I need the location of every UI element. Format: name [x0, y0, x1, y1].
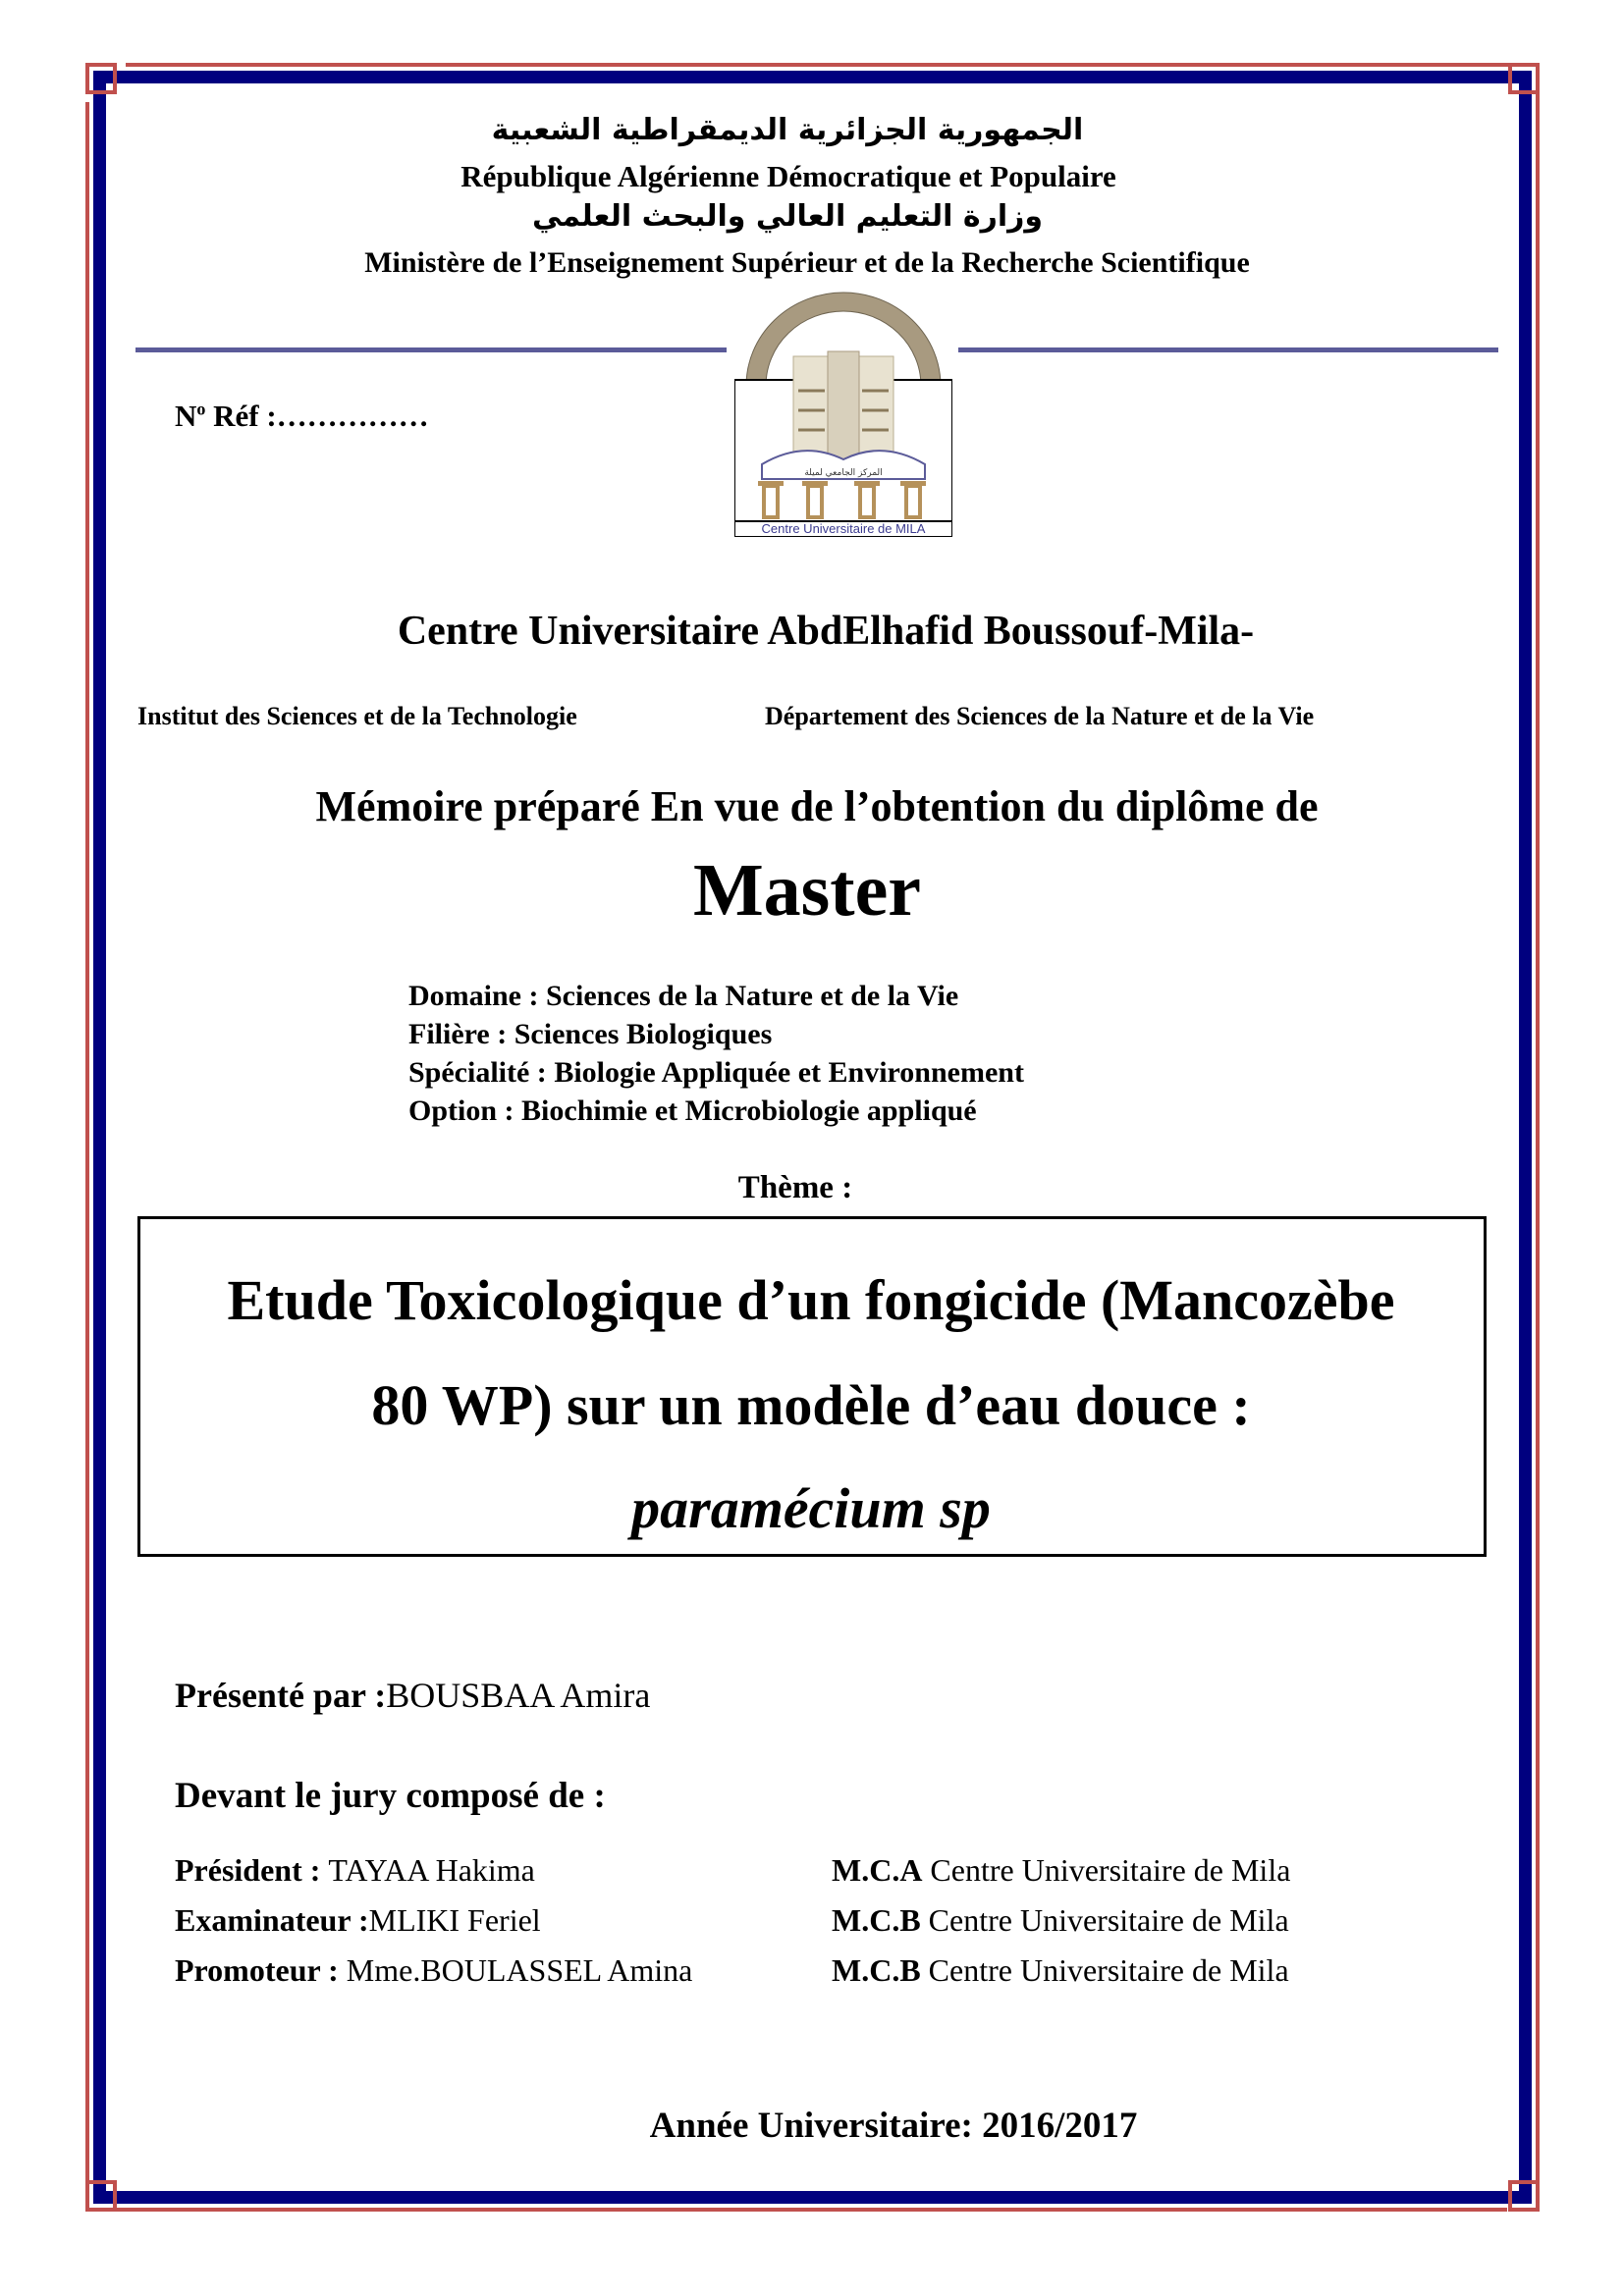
theme-title-line3: paramécium sp	[631, 1476, 991, 1540]
corner-ornament	[1508, 63, 1540, 94]
corner-ornament	[85, 63, 117, 94]
jury-member-role: Président : TAYAA Hakima	[175, 1852, 535, 1888]
detail-option: Option : Biochimie et Microbiologie appliqué	[408, 1095, 977, 1127]
theme-label: Thème :	[737, 1170, 853, 1205]
academic-year: Année Universitaire: 2016/2017	[649, 2106, 1138, 2146]
logo-caption: Centre Universitaire de MILA	[761, 521, 926, 536]
detail-specialty: Spécialité : Biologie Appliquée et Environnement	[408, 1056, 1024, 1089]
institution-name: Centre Universitaire AbdElhafid Boussouf-Mila-	[397, 609, 1255, 654]
jury-member-affiliation: M.C.B Centre Universitaire de Mila	[832, 1902, 1289, 1938]
jury-member-affiliation: M.C.B Centre Universitaire de Mila	[832, 1952, 1289, 1988]
arabic-ministry: وزارة التعليم العالي والبحث العلمي	[531, 199, 1044, 234]
department-name: Département des Sciences de la Nature et de la Vie	[765, 702, 1315, 730]
institute-name: Institut des Sciences et de la Technologie	[137, 702, 577, 730]
jury-member-role: Examinateur :MLIKI Feriel	[175, 1902, 541, 1938]
theme-title-line2: 80 WP) sur un modèle d’eau douce :	[371, 1373, 1251, 1437]
logo-graphic	[734, 278, 952, 537]
university-logo	[734, 278, 952, 537]
degree-intro: Mémoire préparé En vue de l’obtention du diplôme de	[315, 782, 1319, 830]
divider-right	[958, 347, 1498, 352]
jury-member-role: Promoteur : Mme.BOULASSEL Amina	[175, 1952, 693, 1988]
arabic-republic: الجمهورية الجزائرية الديمقراطية الشعبية	[491, 113, 1084, 147]
ministry-title: Ministère de l’Enseignement Supérieur et de la Recherche Scientifique	[364, 246, 1250, 279]
jury-heading: Devant le jury composé de :	[175, 1776, 606, 1816]
detail-field: Filière : Sciences Biologiques	[408, 1018, 773, 1050]
corner-ornament	[85, 2180, 117, 2212]
logo-arabic: المركز الجامعي لميلة	[804, 468, 883, 478]
corner-ornament	[1508, 2180, 1540, 2212]
republic-title: République Algérienne Démocratique et Populaire	[460, 159, 1116, 193]
reference-number: $N^o$ Réf :……………	[175, 399, 429, 433]
degree-details	[408, 977, 1024, 1130]
detail-domain: Domaine : Sciences de la Nature et de la Vie	[408, 980, 959, 1012]
theme-title-line1: Etude Toxicologique d’un fongicide (Mancozèbe	[227, 1268, 1395, 1332]
presented-by: Présenté par :BOUSBAA Amira	[175, 1676, 651, 1715]
jury-member-affiliation: M.C.A Centre Universitaire de Mila	[832, 1852, 1291, 1888]
degree-name: Master	[692, 849, 922, 932]
divider-left	[135, 347, 727, 352]
